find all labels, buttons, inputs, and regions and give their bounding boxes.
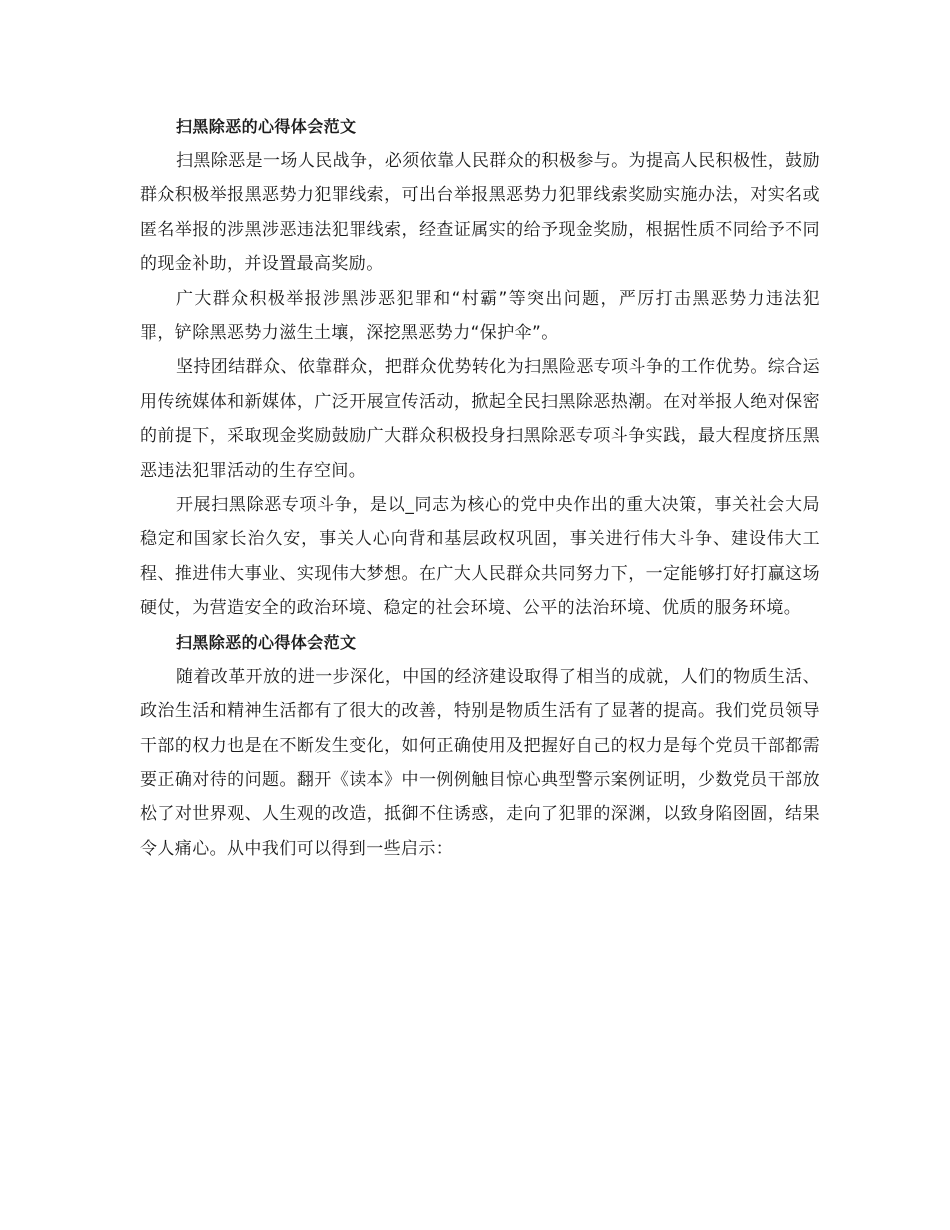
paragraph: 坚持团结群众、依靠群众，把群众优势转化为扫黑险恶专项斗争的工作优势。综合运用传统媒体和新媒体，广泛开展宣传活动，掀起全民扫黑除恶热潮。在对举报人绝对保密的前提下，采取现金奖励鼓励广大群众积极投身扫黑除恶专项斗争实践，最大程度挤压黑恶违法犯罪活动的生存空间。 [140,357,820,481]
paragraph: 扫黑除恶是一场人民战争，必须依靠人民群众的积极参与。为提高人民积极性，鼓励群众积极举报黑恶势力犯罪线索，可出台举报黑恶势力犯罪线索奖励实施办法，对实名或匿名举报的涉黑涉恶违法犯罪线索，经查证属实的给予现金奖励，根据性质不同给予不同的现金补助，并设置最高奖励。 [140,151,820,275]
section-heading: 扫黑除恶的心得体会范文 [176,117,357,136]
paragraph: 开展扫黑除恶专项斗争，是以_同志为核心的党中央作出的重大决策，事关社会大局稳定和国家长治久安，事关人心向背和基层政权巩固，事关进行伟大斗争、建设伟大工程、推进伟大事业、实现伟大梦想。在广大人民群众共同努力下，一定能够打好打赢这场硬仗，为营造安全的政治环境、稳定的社会环境、公平的法治环境、优质的服务环境。 [140,495,820,619]
paragraph: 广大群众积极举报涉黑涉恶犯罪和“村霸”等突出问题，严厉打击黑恶势力违法犯罪，铲除黑恶势力滋生土壤，深挖黑恶势力“保护伞”。 [140,288,820,344]
section-heading: 扫黑除恶的心得体会范文 [176,632,357,652]
document-body [140,110,820,866]
paragraph: 随着改革开放的进一步深化，中国的经济建设取得了相当的成就，人们的物质生活、政治生活和精神生活都有了很大的改善，特别是物质生活有了显著的提高。我们党员领导干部的权力也是在不断发生变化，如何正确使用及把握好自己的权力是每个党员干部都需要正确对待的问题。翻开《读本》中一例例触目惊心典型警示案例证明，少数党员干部放松了对世界观、人生观的改造，抵御不住诱惑，走向了犯罪的深渊，以致身陷囹圄，结果令人痛心。从中我们可以得到一些启示： [140,666,820,859]
